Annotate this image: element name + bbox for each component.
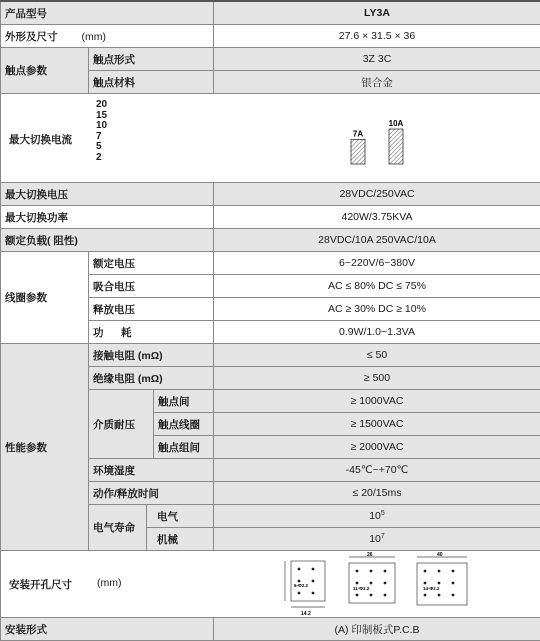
row-switching-voltage bbox=[1, 183, 540, 206]
mounting-drawing bbox=[417, 557, 467, 605]
life-mechanical-label: 机械 bbox=[147, 528, 214, 551]
contact-material-value: 银合金 bbox=[214, 71, 540, 94]
coil-row-label: 吸合电压 bbox=[89, 275, 214, 298]
drawing-dim: 26 bbox=[367, 552, 373, 558]
scale-label: 10 bbox=[96, 121, 107, 132]
dielectric-row-value: ≥ 2000VAC bbox=[214, 436, 540, 459]
bar-label: 7A bbox=[353, 130, 363, 139]
drawing-hole-label: 6-Φ2.2 bbox=[294, 583, 308, 588]
mounting-hole-drawings bbox=[1, 551, 540, 617]
dimensions-unit: (mm) bbox=[82, 31, 107, 43]
drawing-hole-label: 14-Φ2.2 bbox=[423, 586, 440, 591]
row-contact-form bbox=[1, 48, 540, 71]
dielectric-row-label: 触点线圈 bbox=[154, 413, 214, 436]
switching-voltage-value: 28VDC/250VAC bbox=[214, 183, 540, 206]
switching-current-cell bbox=[1, 94, 540, 183]
life-mechanical-value bbox=[214, 528, 540, 551]
life-electrical-value bbox=[214, 505, 540, 528]
switching-voltage-label: 最大切换电压 bbox=[1, 183, 214, 206]
operate-time-value: ≤ 20/15ms bbox=[214, 482, 540, 505]
dimensions-label-cell bbox=[1, 25, 214, 48]
coil-row-label: 释放电压 bbox=[89, 298, 214, 321]
coil-label: 线圈参数 bbox=[1, 252, 89, 344]
contact-form-label: 触点形式 bbox=[89, 48, 214, 71]
current-bars-chart bbox=[1, 94, 540, 182]
drawing-dim: 40 bbox=[437, 552, 443, 558]
drawing-hole-label: 11-Φ2.2 bbox=[353, 586, 370, 591]
dielectric-label: 介质耐压 bbox=[89, 390, 154, 459]
dielectric-row-label: 触点组间 bbox=[154, 436, 214, 459]
switching-current-label: 最大切换电流 bbox=[9, 132, 72, 147]
life-electrical-base: 10 bbox=[369, 510, 381, 522]
scale-label: 2 bbox=[96, 153, 107, 164]
operate-time-label: 动作/释放时间 bbox=[89, 482, 214, 505]
contact-form-value: 3Z 3C bbox=[214, 48, 540, 71]
row-mounting-type bbox=[1, 618, 540, 641]
mounting-hole-cell bbox=[1, 551, 540, 618]
mounting-type-label: 安装形式 bbox=[1, 618, 214, 641]
insulation-resistance-label: 绝缘电阻 (mΩ) bbox=[89, 367, 214, 390]
contact-label: 触点参数 bbox=[1, 48, 89, 94]
row-dimensions bbox=[1, 25, 540, 48]
mounting-hole-unit: (mm) bbox=[97, 577, 122, 589]
dielectric-row-value: ≥ 1500VAC bbox=[214, 413, 540, 436]
coil-row-label: 功 耗 bbox=[89, 321, 214, 344]
row-switching-power bbox=[1, 206, 540, 229]
coil-row-value: AC ≤ 80% DC ≤ 75% bbox=[214, 275, 540, 298]
dielectric-row-label: 触点间 bbox=[154, 390, 214, 413]
row-model bbox=[1, 1, 540, 25]
model-value: LY3A bbox=[214, 1, 540, 25]
coil-row-label: 额定电压 bbox=[89, 252, 214, 275]
contact-resistance-value: ≤ 50 bbox=[214, 344, 540, 367]
rated-load-value: 28VDC/10A 250VAC/10A bbox=[214, 229, 540, 252]
life-electrical-label: 电气 bbox=[147, 505, 214, 528]
coil-row-value: 0.9W/1.0~1.3VA bbox=[214, 321, 540, 344]
hole-marks bbox=[298, 568, 315, 595]
switching-power-value: 420W/3.75KVA bbox=[214, 206, 540, 229]
coil-row-value: 6~220V/6~380V bbox=[214, 252, 540, 275]
environment-value: -45℃~+70℃ bbox=[214, 459, 540, 482]
rated-load-label: 额定负载( 阻性) bbox=[1, 229, 214, 252]
life-label: 电气寿命 bbox=[89, 505, 147, 551]
current-bar bbox=[389, 129, 403, 164]
scale-label: 20 bbox=[96, 100, 107, 111]
scale-label: 5 bbox=[96, 142, 107, 153]
row-coil-1 bbox=[1, 252, 540, 275]
mounting-type-value: (A) 印制板式P.C.B bbox=[214, 618, 540, 641]
environment-label: 环境湿度 bbox=[89, 459, 214, 482]
scale-label: 7 bbox=[96, 132, 107, 143]
bar-label: 10A bbox=[389, 119, 404, 128]
dielectric-row-value: ≥ 1000VAC bbox=[214, 390, 540, 413]
scale-label: 15 bbox=[96, 111, 107, 122]
contact-material-label: 触点材料 bbox=[89, 71, 214, 94]
mounting-drawing bbox=[349, 557, 395, 603]
row-switching-current bbox=[1, 94, 540, 183]
hole-marks bbox=[424, 570, 455, 597]
life-electrical-exp: 5 bbox=[381, 510, 385, 517]
performance-label: 性能参数 bbox=[1, 344, 89, 551]
life-mechanical-base: 10 bbox=[369, 533, 381, 545]
drawing-dim: 14.2 bbox=[301, 611, 311, 617]
contact-resistance-label: 接触电阻 (mΩ) bbox=[89, 344, 214, 367]
dimensions-value: 27.6 × 31.5 × 36 bbox=[214, 25, 540, 48]
coil-row-value: AC ≥ 30% DC ≥ 10% bbox=[214, 298, 540, 321]
row-rated-load bbox=[1, 229, 540, 252]
row-mounting-hole bbox=[1, 551, 540, 618]
model-label: 产品型号 bbox=[1, 1, 214, 25]
dimensions-label: 外形及尺寸 bbox=[5, 31, 58, 43]
switching-power-label: 最大切换功率 bbox=[1, 206, 214, 229]
insulation-resistance-value: ≥ 500 bbox=[214, 367, 540, 390]
life-mechanical-exp: 7 bbox=[381, 533, 385, 540]
mounting-hole-label: 安装开孔尺寸 bbox=[9, 577, 72, 592]
current-bar bbox=[351, 140, 365, 165]
hole-marks bbox=[356, 570, 387, 597]
row-contact-resistance bbox=[1, 344, 540, 367]
